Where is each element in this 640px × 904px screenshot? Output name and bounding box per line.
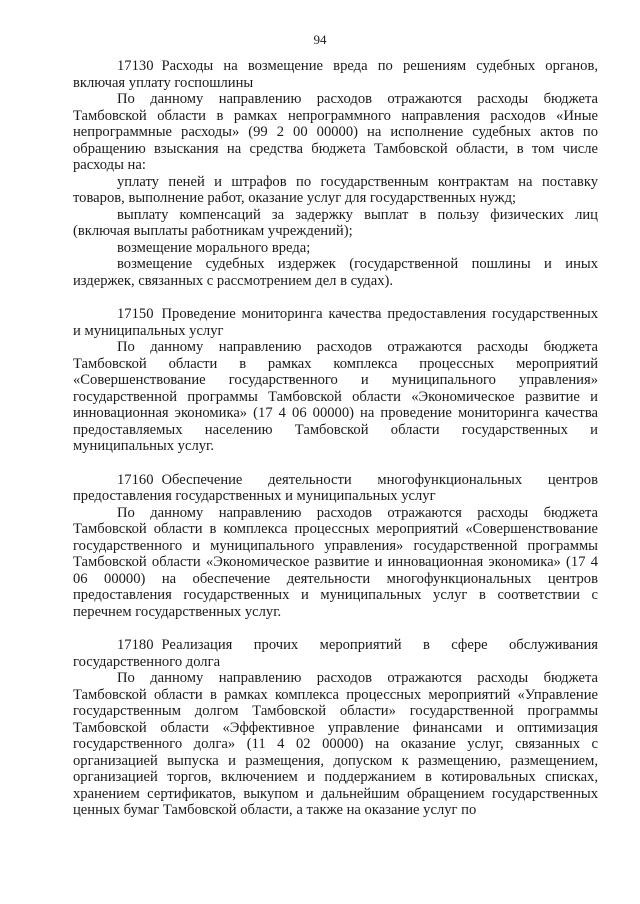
section-17180: [73, 637, 598, 819]
paragraph: По данному направлению расходов отражаются расходы бюджета Тамбовской области в рамках комплекса процессных мероприятий «Совершенствование государственного и муниципального управления» государственной программы Тамбовской области «Экономическое развитие и инновационная экономика» (17 4 06 00000) на проведение мониторинга качества предоставляемых населению Тамбовской области государственных и муниципальных услуг.: [73, 339, 598, 454]
section-code: 17150: [117, 306, 154, 322]
section-heading: [73, 306, 598, 339]
section-heading: [73, 637, 598, 670]
section-heading: [73, 472, 598, 505]
section-17150: [73, 306, 598, 455]
list-item: уплату пеней и штрафов по государственным контрактам на поставку товаров, выполнение работ, оказание услуг для государственных нужд;: [73, 173, 598, 206]
document-body: [73, 58, 598, 819]
section-title: Расходы на возмещение вреда по решениям судебных органов, включая уплату госпошлины: [73, 58, 598, 91]
list-item: выплату компенсаций за задержку выплат в пользу физических лиц (включая выплаты работникам учреждений);: [73, 206, 598, 239]
section-title: Реализация прочих мероприятий в сфере обслуживания государственного долга: [73, 637, 598, 670]
section-17130: [73, 58, 598, 289]
list-item: возмещение морального вреда;: [117, 239, 311, 256]
section-title: Обеспечение деятельности многофункциональных центров предоставления государственных и муниципальных услуг: [73, 471, 598, 504]
section-heading: [73, 58, 598, 91]
paragraph: По данному направлению расходов отражаются расходы бюджета Тамбовской области в комплекса процессных мероприятий «Совершенствование государственного и муниципального управления» государственной программы Тамбовской области «Экономическое развитие и инновационная экономика» (17 4 06 00000) на обеспечение деятельности многофункциональных центров предоставления государственных и муниципальных услуг в соответствии с перечнем государственных услуг.: [73, 504, 598, 620]
section-code: 17130: [117, 58, 154, 74]
paragraph: По данному направлению расходов отражаются расходы бюджета Тамбовской области в рамках комплекса процессных мероприятий «Управление государственным долгом Тамбовской области» государственной программы Тамбовской области «Эффективное управление финансами и оптимизация государственного долга» (11 4 02 00000) на оказание услуг, связанных с организацией выпуска и размещения, допуском к размещению, размещением, организацией торгов, включением и поддержанием в котировальных списках, хранением сертификатов, выкупом и дальнейшим обращением государственных ценных бумаг Тамбовской области, а также на оказание услуг по: [73, 670, 598, 818]
section-code: 17180: [117, 637, 154, 653]
list-item: возмещение судебных издержек (государственной пошлины и иных издержек, связанных с рассмотрением дел в судах).: [73, 256, 598, 289]
page-number: 94: [313, 32, 327, 47]
section-title: Проведение мониторинга качества предоставления государственных и муниципальных услуг: [73, 306, 598, 339]
section-17160: [73, 472, 598, 621]
paragraph: По данному направлению расходов отражаются расходы бюджета Тамбовской области в рамках непрограммного направления расходов «Иные непрограммные расходы» (99 2 00 00000) на исполнение судебных актов по обращению взыскания на средства бюджета Тамбовской области, в том числе расходы на:: [73, 91, 598, 173]
section-code: 17160: [117, 471, 154, 488]
